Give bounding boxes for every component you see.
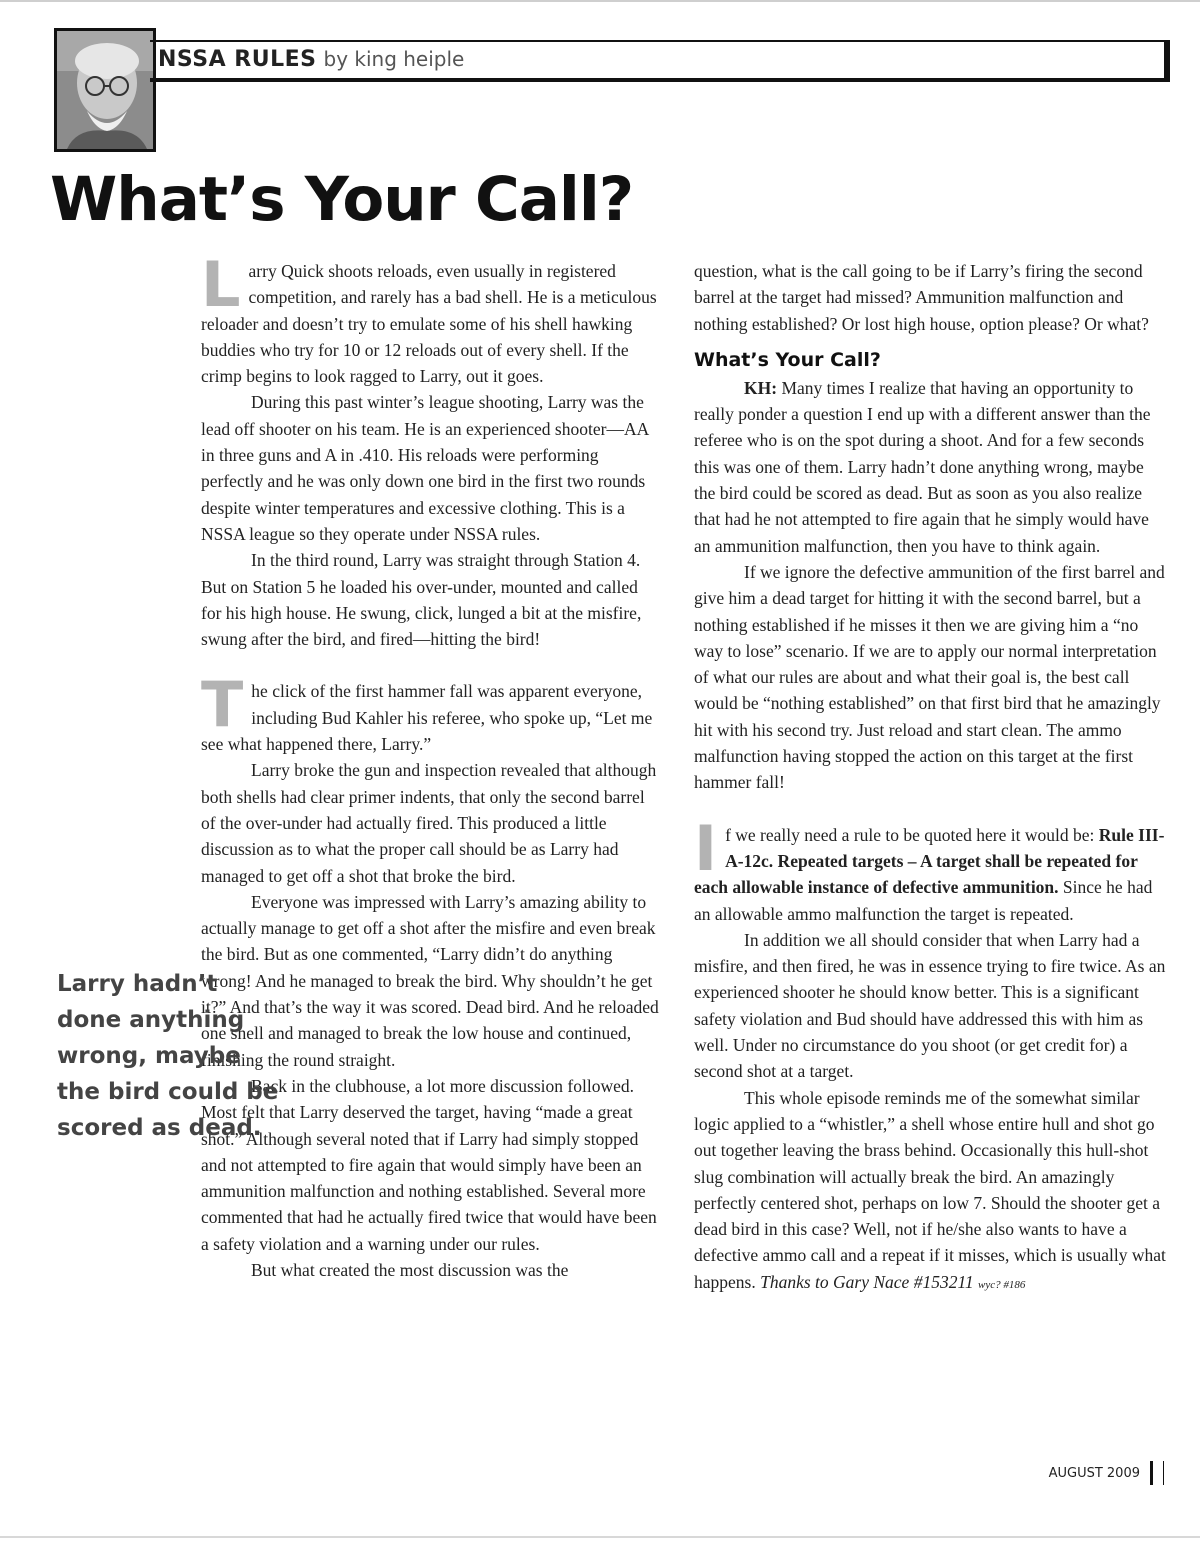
paragraph [694,811,1166,927]
initials-lead: KH: [744,377,778,398]
footer-divider-thin [1163,1461,1164,1485]
rule-quote: Rule III-A-12c. Repeated targets – A target shall be repeated for each allowable instance of defective ammunition. [694,824,1165,898]
reference-code: wyc? #186 [978,1278,1026,1291]
paragraph-text: f we really need a rule to be quoted here it would be: [725,824,1099,845]
author-portrait-image [57,31,153,149]
bottom-rule [0,1536,1200,1538]
section-name: NSSA RULES [158,47,317,72]
paragraph [694,375,1166,559]
pull-quote: Larry hadn’t done anything wrong, maybe the bird could be scored as dead. [57,971,279,1141]
paragraph-text: arry Quick shoots reloads, even usually in registered competition, and rarely has a bad shell. He is a meticulous reloader and doesn’t try to emulate some of his shell hawking buddies who try for 10 or 12 reloads out of every shell. If the crimp begins to look ragged to Larry, out it goes. [201,261,657,387]
paragraph: Larry broke the gun and inspection revealed that although both shells had clear primer indents, that only the second barrel of the over-under had actually fired. This produced a little discussion as to what the proper call should be as Larry had managed to get off a shot that broke the bird. [201,760,657,886]
paragraph: Everyone was impressed with Larry’s amazing ability to actually manage to get off a shot after the misfire and even break the bird. But as one commented, “Larry didn’t do anything wrong! And he managed to break the bird. Why shouldn’t he get it?” And that’s the way it was scored. Dead bird. And he reloaded one shell and managed to break the low house and continued, finishing the round straight. [201,891,659,1070]
author-photo [54,28,156,152]
paragraph-text: Since he had an allowable ammo malfunction the target is repeated. [694,877,1153,924]
drop-cap: T [201,668,244,742]
paragraph-text: Many times I realize that having an opportunity to really ponder a question I end up with a different answer than the referee who is on the spot during a shoot. And for a few seconds this was one of them. Larry hadn’t done anything wrong, maybe the bird could be scored as dead. But as soon as you also realize that had he not attempted to fire again that he simply would have an ammunition malfunction, then you have to think again. [694,377,1151,556]
paragraph [201,668,661,757]
paragraph [201,248,661,389]
page-footer [1049,1461,1164,1485]
issue-date: AUGUST 2009 [1048,1465,1140,1481]
column-title [158,42,464,77]
paragraph: But what created the most discussion was the [251,1259,569,1280]
top-rule [0,0,1200,2]
thanks-credit: Thanks to Gary Nace #153211 [760,1271,974,1292]
paragraph: In the third round, Larry was straight through Station 4. But on Station 5 he loaded his over-under, mounted and called for his high house. He swung, click, lunged a bit at the misfire, swung after the bird, and fired—hitting the bird! [201,550,642,650]
paragraph [694,1085,1166,1298]
subheading: What’s Your Call? [694,348,881,371]
footer-divider-thick [1150,1461,1153,1485]
right-text-column [694,258,1166,1298]
paragraph: During this past winter’s league shooting, Larry was the lead off shooter on his team. He is an experienced shooter—AA in three guns and A in .410. His reloads were performing perfectly and he was only down one bird in the first two rounds despite winter temperatures and excessive clothing. This is a NSSA league so they operate under NSSA rules. [201,392,649,544]
paragraph: In addition we all should consider that when Larry had a misfire, and then fired, he was in essence trying to fire twice. As an experienced shooter he should know better. This is a significant safety violation and Bud should have addressed this with him as well. Under no circumstance do you shoot (or get credit for) a second shot at a target. [694,929,1166,1082]
paragraph: If we ignore the defective ammunition of the first barrel and give him a dead target for hitting it with the second barrel, but a nothing established if he misses it then we are giving him a “no way to lose” scenario. If we are to apply our normal interpretation of what our rules are about and what their goal is, the best call would be “nothing established” on that first bird that he amazingly hit with his second try. Just reload and start clean. The ammo malfunction having stopped the action on this target at the first hammer fall! [694,561,1165,793]
author-byline: by king heiple [323,47,465,71]
paragraph-text: This whole episode reminds me of the somewhat similar logic applied to a “whistler,” a shell whose entire hull and shot go out together leaving the brass behind. Occasionally this hull-shot slug combination will actually break the bird. An amazingly perfectly centered shot, perhaps on low 7. Should the shooter get a dead bird in this case? Well, not if he/she also wants to have a defective ammo call and a repeat if it misses, which is usually what happens. [694,1087,1166,1292]
article-headline: What’s Your Call? [50,164,634,235]
paragraph-text: he click of the first hammer fall was apparent everyone, including Bud Kahler his referee, who spoke up, “Let me see what happened there, Larry.” [201,681,653,755]
paragraph: question, what is the call going to be if Larry’s firing the second barrel at the target had missed? Ammunition malfunction and nothing established? Or lost high house, option please? Or what? [694,261,1149,334]
drop-cap: I [694,811,718,885]
drop-cap: L [201,248,241,321]
paragraph: Back in the clubhouse, a lot more discussion followed. Most felt that Larry deserved the target, having “made a great shot.” Although several noted that if Larry had simply stopped and not attempted to fire again that would simply have been an ammunition malfunction and nothing established. Several more commented that had he actually fired twice that would have been a safety violation and a warning under our rules. [201,1075,657,1254]
